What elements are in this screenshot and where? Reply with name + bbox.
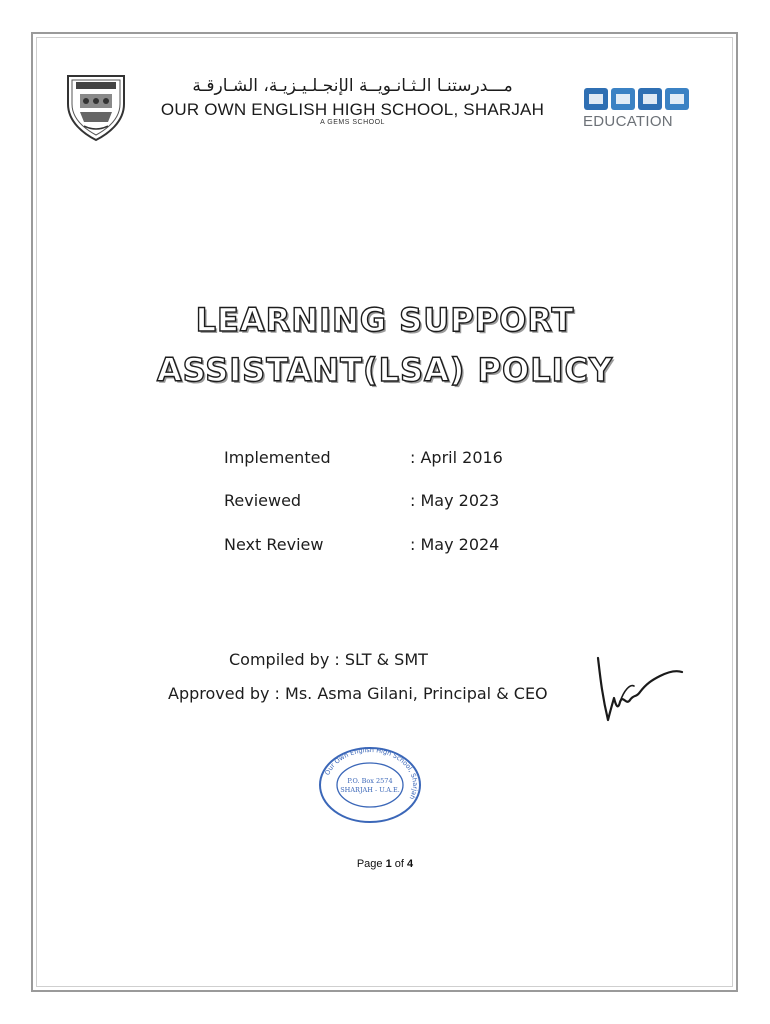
policy-title-line-1: LEARNING SUPPORT <box>195 301 575 339</box>
total-pages: 4 <box>407 858 414 870</box>
signature-icon <box>590 650 685 730</box>
meta-value: : April 2016 <box>410 448 503 467</box>
gems-education-label: EDUCATION <box>583 113 673 130</box>
page-number <box>0 858 770 870</box>
page-border-inner <box>36 37 733 987</box>
of-word: of <box>394 858 404 870</box>
current-page: 1 <box>385 858 392 870</box>
meta-label: Next Review <box>224 535 324 554</box>
school-crest-icon <box>62 70 130 142</box>
stamp-line-2: SHARJAH - U.A.E. <box>340 786 400 794</box>
meta-label: Reviewed <box>224 491 302 510</box>
page-word: Page <box>356 858 383 870</box>
school-subtitle: A GEMS SCHOOL <box>320 119 385 126</box>
policy-title <box>60 295 710 395</box>
policy-title-line-2: ASSISTANT(LSA) POLICY <box>156 351 614 389</box>
approved-by: Approved by : Ms. Asma Gilani, Principal & CEO <box>168 684 548 703</box>
school-name: OUR OWN ENGLISH HIGH SCHOOL, SHARJAH <box>160 100 545 119</box>
meta-value: : May 2023 <box>410 491 500 510</box>
school-stamp-icon <box>317 745 423 825</box>
compiled-by: Compiled by : SLT & SMT <box>229 650 428 669</box>
stamp-line-1: P.O. Box 2574 <box>347 777 393 785</box>
meta-label: Implemented <box>224 448 331 467</box>
school-name-arabic: مـــدرستنـا الـثـانـويــة الإنجـلـيـزيـة، الشـارقـة <box>192 76 513 96</box>
gems-logo-icon <box>583 86 693 112</box>
stamp-ring-text: Our Own English High School, Sharjah <box>323 745 420 801</box>
meta-value: : May 2024 <box>410 535 500 554</box>
